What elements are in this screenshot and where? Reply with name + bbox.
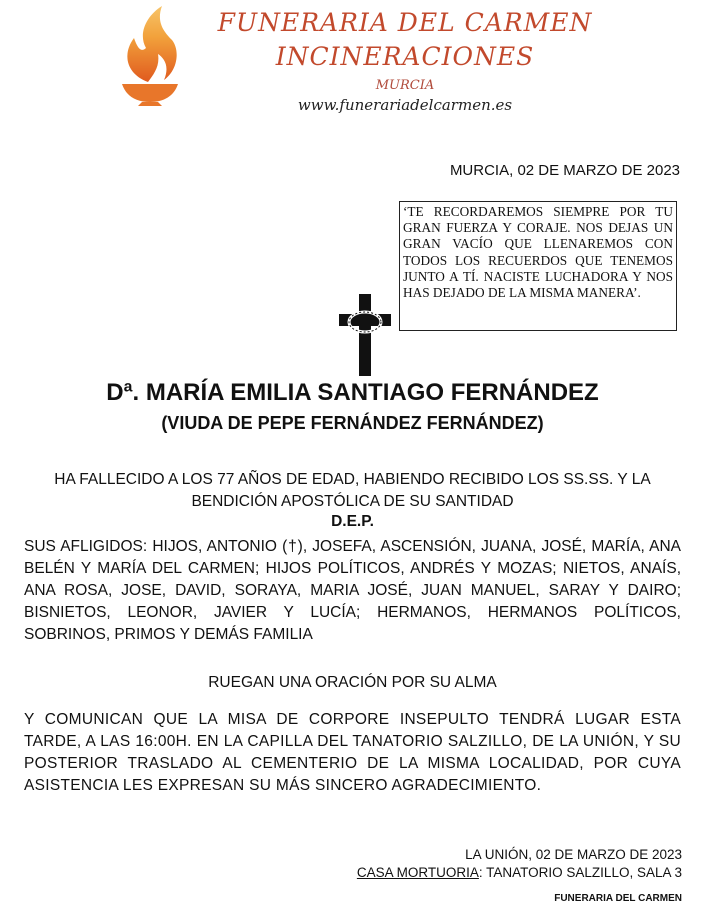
memorial-quote-box: ‘TE RECORDAREMOS SIEMPRE POR TU GRAN FUERZA Y CORAJE. NOS DEJAS UN GRAN VACÍO QUE LLENAREMOS CON TODOS LOS RECUERDOS QUE TENEMOS JUNTO A TÍ. NACISTE LUCHADORA Y NOS HAS DEJADO DE LA MISMA MANERA’. bbox=[399, 201, 677, 331]
cross-with-crown-of-thorns-icon bbox=[336, 294, 394, 376]
funeral-home-signature: FUNERARIA DEL CARMEN bbox=[554, 893, 682, 904]
funeral-home-brand-name: FUNERARIA DEL CARMEN bbox=[217, 8, 593, 37]
funeral-home-city: MURCIA bbox=[375, 78, 435, 93]
mortuary-value: : TANATORIO SALZILLO, SALA 3 bbox=[478, 865, 682, 880]
deceased-name: Dª. MARÍA EMILIA SANTIAGO FERNÁNDEZ bbox=[106, 379, 599, 406]
funeral-home-brand-subtitle: INCINERACIONES bbox=[275, 42, 535, 71]
death-announcement: HA FALLECIDO A LOS 77 AÑOS DE EDAD, HABIENDO RECIBIDO LOS SS.SS. Y LA BENDICIÓN APOSTÓLICA DE SU SANTIDAD bbox=[54, 471, 651, 510]
widow-of: (VIUDA DE PEPE FERNÁNDEZ FERNÁNDEZ) bbox=[161, 413, 544, 433]
funeral-home-website: www.funerariadelcarmen.es bbox=[297, 96, 513, 114]
footer-place-date: LA UNIÓN, 02 DE MARZO DE 2023 bbox=[465, 847, 682, 862]
rip-abbreviation: D.E.P. bbox=[331, 513, 374, 530]
mass-announcement: Y COMUNICAN QUE LA MISA DE CORPORE INSEPULTO TENDRÁ LUGAR ESTA TARDE, A LAS 16:00H. EN LA CAPILLA DEL TANATORIO SALZILLO, DE LA UNIÓN, Y SU POSTERIOR TRASLADO AL CEMENTERIO DE LA MISMA LOCALIDAD, POR CUYA ASISTENCIA LES EXPRESAN SU MÁS SINCERO AGRADECIMIENTO. bbox=[24, 711, 681, 794]
mortuary-line bbox=[330, 865, 682, 880]
prayer-request: RUEGAN UNA ORACIÓN POR SU ALMA bbox=[208, 674, 497, 691]
flame-bowl-icon bbox=[108, 4, 192, 114]
notice-date: MURCIA, 02 DE MARZO DE 2023 bbox=[449, 162, 680, 179]
mortuary-label: CASA MORTUORIA bbox=[356, 865, 479, 880]
mourners-list: SUS AFLIGIDOS: HIJOS, ANTONIO (†), JOSEFA, ASCENSIÓN, JUANA, JOSÉ, MARÍA, ANA BELÉN Y MARÍA DEL CARMEN; HIJOS POLÍTICOS, ANDRÉS Y MOZAS; NIETOS, ANAÍS, ANA ROSA, JOSE, DAVID, SORAYA, MARIA JOSÉ, JUAN MANUEL, SARAY Y DAIRO; BISNIETOS, LEONOR, JAVIER Y LUCÍA; HERMANOS, HERMANOS POLÍTICOS, SOBRINOS, PRIMOS Y DEMÁS FAMILIA bbox=[24, 538, 681, 643]
